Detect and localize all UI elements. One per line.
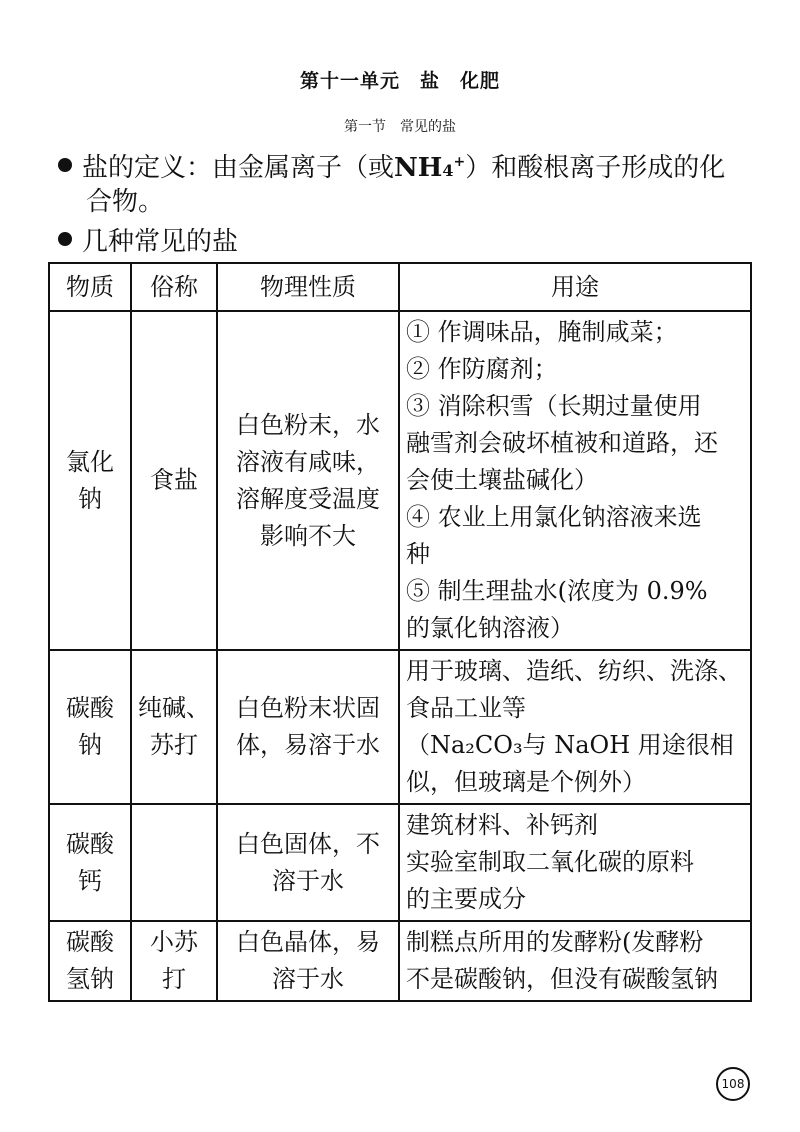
header-substance: 物质 xyxy=(49,263,131,311)
cell-properties xyxy=(217,804,399,921)
table-row xyxy=(49,650,751,804)
common-name-line: 打 xyxy=(162,965,186,993)
cell-common-name xyxy=(131,921,217,1001)
properties-line: 溶于水 xyxy=(272,965,344,993)
common-name-line: 食盐 xyxy=(150,466,198,494)
salts-table xyxy=(48,262,752,1002)
uses-line: ② 作防腐剂； xyxy=(406,355,558,383)
uses-line: 食品工业等 xyxy=(406,694,526,722)
uses-line: ① 作调味品，腌制咸菜； xyxy=(406,318,678,346)
table-row xyxy=(49,921,751,1001)
nh4-formula xyxy=(394,153,465,183)
uses-line: 实验室制取二氧化碳的原料 xyxy=(406,848,694,876)
common-salts-heading-text: 几种常见的盐 xyxy=(82,227,239,257)
cell-uses xyxy=(399,650,751,804)
properties-line: 白色晶体，易 xyxy=(236,928,380,956)
uses-line: ⑤ 制生理盐水(浓度为 0.9% xyxy=(406,577,708,605)
common-name-line: 小苏 xyxy=(150,928,198,956)
header-properties: 物理性质 xyxy=(217,263,399,311)
cell-substance xyxy=(49,650,131,804)
properties-line: 白色粉末状固 xyxy=(236,694,380,722)
cell-uses xyxy=(399,921,751,1001)
nh4-subscript: 4 xyxy=(442,161,454,180)
table-row xyxy=(49,804,751,921)
substance-line: 碳酸 xyxy=(66,694,114,722)
common-name-line: 纯碱、 xyxy=(138,694,210,722)
cell-properties xyxy=(217,921,399,1001)
uses-line: （Na₂CO₃与 NaOH 用途很相 xyxy=(406,731,734,759)
nh4-superscript: + xyxy=(453,154,466,170)
properties-line: 影响不大 xyxy=(260,521,356,550)
page-number: 108 xyxy=(716,1067,750,1101)
common-name-line: 苏打 xyxy=(150,731,198,759)
substance-line: 碳酸 xyxy=(66,829,114,858)
uses-line: ③ 消除积雪（长期过量使用 xyxy=(406,392,702,420)
cell-substance xyxy=(49,921,131,1001)
substance-line: 钠 xyxy=(78,731,102,759)
cell-common-name xyxy=(131,650,217,804)
properties-line: 溶于水 xyxy=(272,866,344,895)
common-salts-heading xyxy=(58,222,238,262)
uses-line: 的主要成分 xyxy=(406,885,526,913)
header-uses: 用途 xyxy=(399,263,751,311)
definition-text-pre: 盐的定义：由金属离子（或 xyxy=(82,153,395,183)
definition-text-post: ）和酸根离子形成的化 xyxy=(465,153,726,183)
cell-substance xyxy=(49,804,131,921)
substance-line: 氢钠 xyxy=(66,965,114,993)
properties-line: 白色固体，不 xyxy=(236,829,380,858)
properties-line: 溶解度受温度 xyxy=(236,484,380,513)
bullet-dot-icon xyxy=(58,232,72,246)
cell-substance xyxy=(49,311,131,650)
properties-line: 溶液有咸味， xyxy=(236,447,380,476)
substance-line: 氯化 xyxy=(66,447,114,476)
uses-line: 用于玻璃、造纸、纺织、洗涤、 xyxy=(406,657,742,685)
uses-line: 不是碳酸钠，但没有碳酸氢钠 xyxy=(406,965,718,993)
uses-line: 的氯化钠溶液） xyxy=(406,614,574,642)
section-title: 第一节 常见的盐 xyxy=(344,119,456,135)
unit-title: 第十一单元 盐 化肥 xyxy=(299,70,500,92)
uses-line: 种 xyxy=(406,540,430,568)
substance-line: 碳酸 xyxy=(66,928,114,956)
properties-line: 白色粉末，水 xyxy=(236,410,380,439)
substance-line: 钙 xyxy=(78,866,102,895)
table-header-row xyxy=(49,263,751,311)
cell-properties xyxy=(217,650,399,804)
cell-properties xyxy=(217,311,399,650)
cell-uses xyxy=(399,804,751,921)
uses-line: ④ 农业上用氯化钠溶液来选 xyxy=(406,503,702,531)
properties-line: 体，易溶于水 xyxy=(236,731,380,759)
table-row xyxy=(49,311,751,650)
uses-line: 似，但玻璃是个例外） xyxy=(406,768,646,796)
header-common-name: 俗称 xyxy=(131,263,217,311)
cell-common-name xyxy=(131,311,217,650)
uses-line: 建筑材料、补钙剂 xyxy=(406,811,598,839)
definition-continuation: 合物。 xyxy=(86,187,165,217)
cell-uses xyxy=(399,311,751,650)
cell-common-name xyxy=(131,804,217,921)
uses-line: 制糕点所用的发酵粉(发酵粉 xyxy=(406,928,704,956)
uses-line: 会使土壤盐碱化） xyxy=(406,466,598,494)
uses-line: 融雪剂会破坏植被和道路，还 xyxy=(406,429,718,457)
substance-line: 钠 xyxy=(78,484,102,513)
bullet-dot-icon xyxy=(58,158,72,172)
nh4-base: NH xyxy=(394,153,443,183)
